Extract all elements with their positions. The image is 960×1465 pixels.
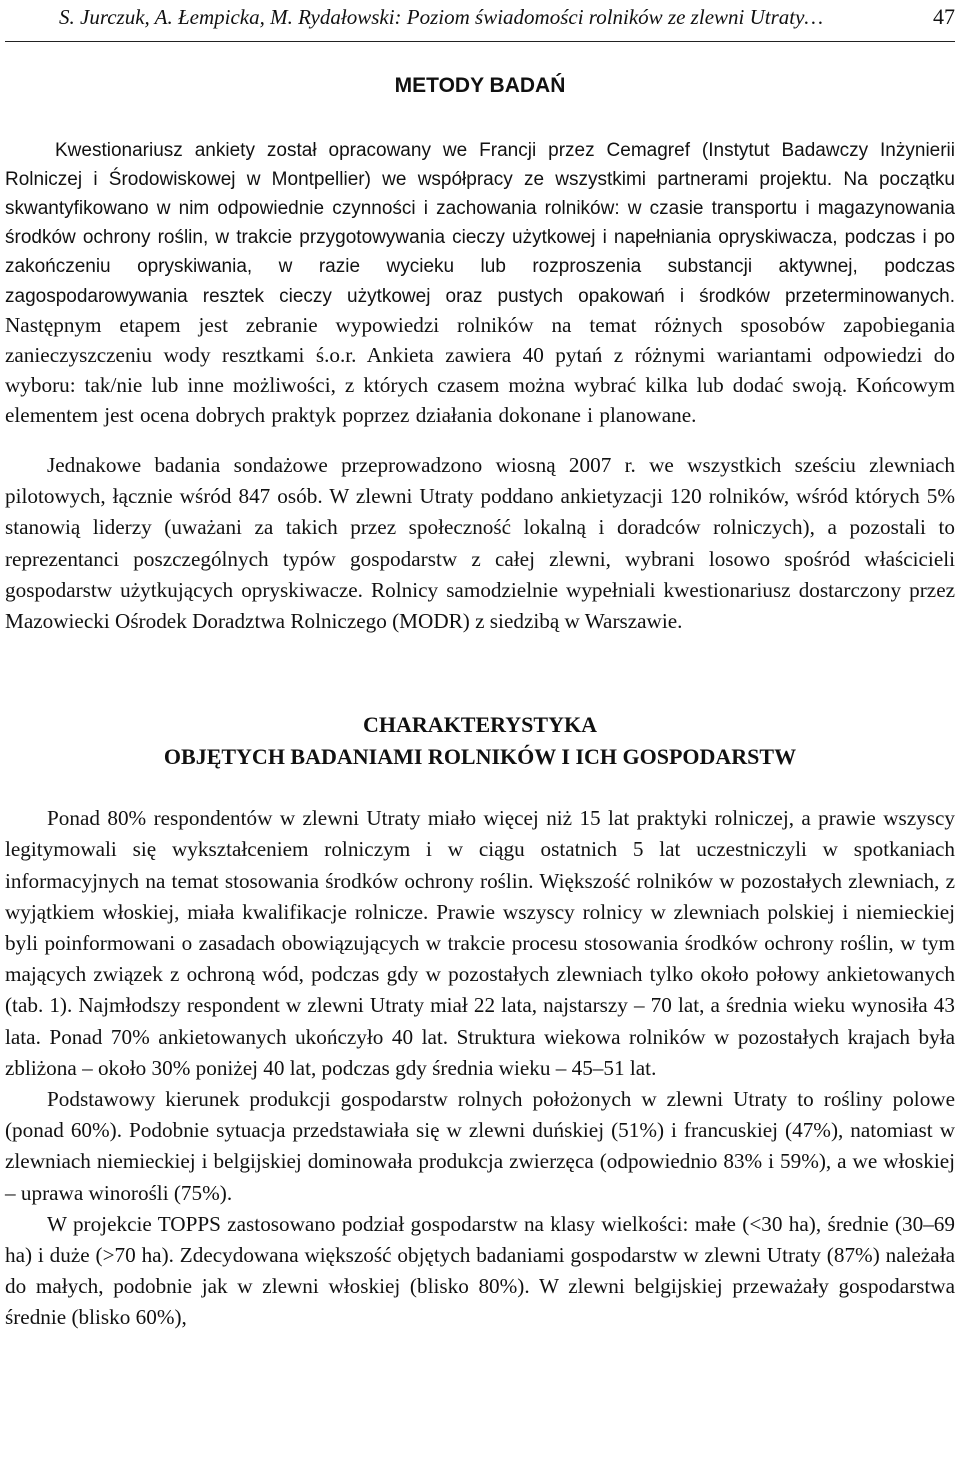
characteristics-paragraph-2: Podstawowy kierunek produkcji gospodarstw rolnych położonych w zlewni Utraty to rośliny polowe (ponad 60%). Podobnie sytuacja przedstawiała się w zlewni duńskiej (51%) i francuskiej (47%), natomiast w zlewniach niemieckiej i belgijskiej dominowała produkcja zwierzęca (odpowiednio 83% i 59%), a we włoskiej – uprawa winorośli (75%). <box>5 1087 955 1205</box>
characteristics-paragraph-3: W projekcie TOPPS zastosowano podział gospodarstw na klasy wielkości: małe (<30 ha), średnie (30–69 ha) i duże (>70 ha). Zdecydowana większość objętych badaniami gospodarstw w zlewni Utraty (87%) należała do małych, podobnie jak w zlewni włoskiej (blisko 80%). W zlewni belgijskiej przeważały gospodarstwa średnie (blisko 60%), <box>5 1211 955 1330</box>
methods-paragraph-1 <box>5 136 955 431</box>
characteristics-paragraph-1: Ponad 80% respondentów w zlewni Utraty miało więcej niż 15 lat praktyki rolniczej, a prawie wszyscy legitymowali się wykształceniem rolniczym i w ciągu ostatnich 5 lat uczestniczyli w spotkaniach informacyjnych na temat stosowania środków ochrony roślin. Większość rolników w pozostałych zlewniach, z wyjątkiem włoskiej, miała kwalifikacje rolnicze. Prawie wszyscy rolnicy w zlewniach polskiej i niemieckiej byli poinformowani o zasadach obowiązujących w trakcie procesu stosowania środków ochrony roślin, w tym mających związek z ochroną wód, podczas gdy w pozostałych zlewniach tylko około połowy ankietowanych (tab. 1). Najmłodszy respondent w zlewni Utraty miał 22 lata, najstarszy – 70 lat, a średnia wieku wynosiła 43 lata. Ponad 70% ankietowanych ukończyło 40 lat. Struktura wiekowa rolników w pozostałych krajach była zbliżona – około 30% poniżej 40 lat, podczas gdy średnia wieku – 45–51 lat. <box>5 806 955 1080</box>
methods-paragraph-1-sans-part: Kwestionariusz ankiety został opracowany we Francji przez Cemagref (Instytut Badawczy Inżynierii Rolniczej i Środowiskowej w Montpellier) we współpracy ze wszystkimi partnerami projektu. Na początku skwantyfikowano w nim odpowiednie czynności i zachowania rolników: w czasie transportu i magazynowania środków ochrony roślin, w trakcie przygotowywania cieczy użytkowej i napełniania opryskiwacza, podczas i po zakończeniu opryskiwania, w razie wycieku lub rozproszenia substancji aktywnej, podczas zagospodarowywania resztek cieczy użytkowej oraz pustych opakowań i środków przeterminowanych. <box>5 140 955 307</box>
characteristics-heading-line-1: CHARAKTERYSTYKA <box>363 712 597 738</box>
methods-paragraph-1-serif-part: Następnym etapem jest zebranie wypowiedzi rolników na temat różnych sposobów zapobiegania zanieczyszczeniu wody resztkami ś.o.r. Ankieta zawiera 40 pytań z różnymi wariantami odpowiedzi do wyboru: tak/nie lub inne możliwości, z których czasem można wybrać kilka lub dodać swoją. Końcowym elementem jest ocena dobrych praktyk poprzez działania dokonane i planowane. <box>5 313 955 427</box>
running-title: S. Jurczuk, A. Łempicka, M. Rydałowski: Poziom świadomości rolników ze zlewni Utraty… <box>59 5 824 29</box>
characteristics-heading <box>5 709 955 773</box>
running-header <box>5 0 955 42</box>
methods-heading: METODY BADAŃ <box>394 74 566 97</box>
methods-paragraph-2: Jednakowe badania sondażowe przeprowadzono wiosną 2007 r. we wszystkich sześciu zlewniach pilotowych, łącznie wśród 847 osób. W zlewni Utraty poddano ankietyzacji 120 rolników, wśród których 5% stanowią liderzy (uważani za takich przez społeczność lokalną i doradców rolniczych), a pozostali to reprezentanci poszczególnych typów gospodarstw z całej zlewni, wybrani losowo spośród właścicieli gospodarstw użytkujących opryskiwacze. Rolnicy samodzielnie wypełniali kwestionariusz dostarczony przez Mazowiecki Ośrodek Doradztwa Rolniczego (MODR) z siedzibą w Warszawie. <box>5 453 955 634</box>
characteristics-heading-line-2: OBJĘTYCH BADANIAMI ROLNIKÓW I ICH GOSPODARSTW <box>163 744 797 770</box>
page-number: 47 <box>933 4 955 29</box>
document-page <box>5 0 955 1334</box>
